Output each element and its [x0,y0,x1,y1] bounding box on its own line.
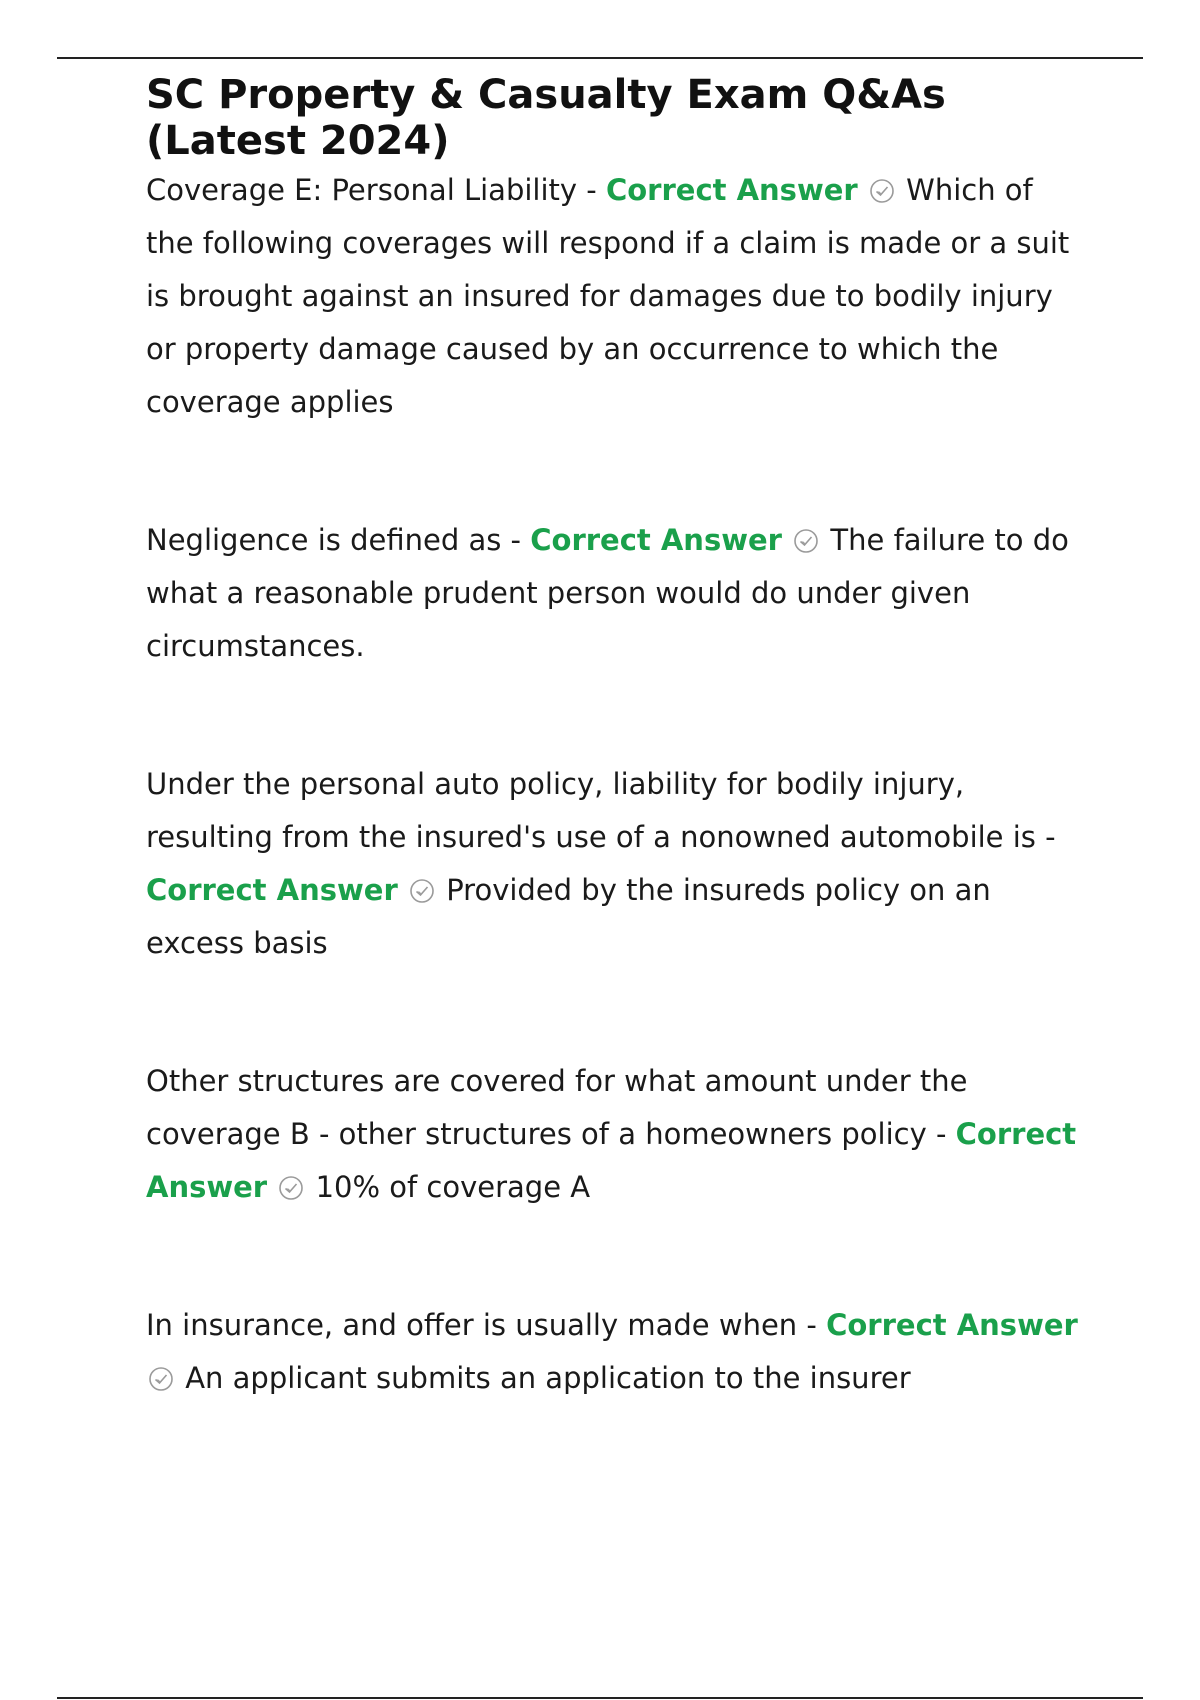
correct-answer-label: Correct Answer [530,523,782,557]
question-text: In insurance, and offer is usually made when - [146,1308,817,1342]
answer-text: The failure to do what a reasonable prudent person would do under given circumstances. [146,523,1069,663]
qa-item [146,1299,1086,1405]
answer-text: 10% of coverage A [315,1170,591,1204]
question-text: Under the personal auto policy, liability for bodily injury, resulting from the insured's use of a nonowned automobile is - [146,767,1056,854]
answer-text: Provided by the insureds policy on an excess basis [146,873,991,960]
check-circle-icon [409,878,435,904]
top-rule [57,57,1143,59]
question-text: Coverage E: Personal Liability - [146,173,597,207]
correct-answer-label: Correct Answer [605,173,858,207]
answer-text: Which of the following coverages will respond if a claim is made or a suit is brought against an insured for damages due to bodily injury or property damage caused by an occurrence to which the coverage applies [146,173,1070,419]
qa-item [146,164,1086,429]
check-circle-icon [148,1366,174,1392]
page-title: SC Property & Casualty Exam Q&As (Latest 2024) [146,72,946,164]
qa-item [146,1055,1086,1214]
answer-text: An applicant submits an application to the insurer [185,1361,911,1395]
document-body [146,72,1086,1405]
correct-answer-label: Correct Answer [826,1308,1078,1342]
bottom-rule [57,1697,1143,1699]
check-circle-icon [793,528,819,554]
question-text: Other structures are covered for what amount under the coverage B - other structures of a homeowners policy - [146,1064,968,1151]
qa-item [146,758,1086,970]
correct-answer-label: Correct Answer [146,1117,1077,1204]
check-circle-icon [869,178,895,204]
correct-answer-label: Correct Answer [146,873,398,907]
check-circle-icon [278,1175,304,1201]
qa-item [146,514,1086,673]
question-text: Negligence is defined as - [146,523,522,557]
